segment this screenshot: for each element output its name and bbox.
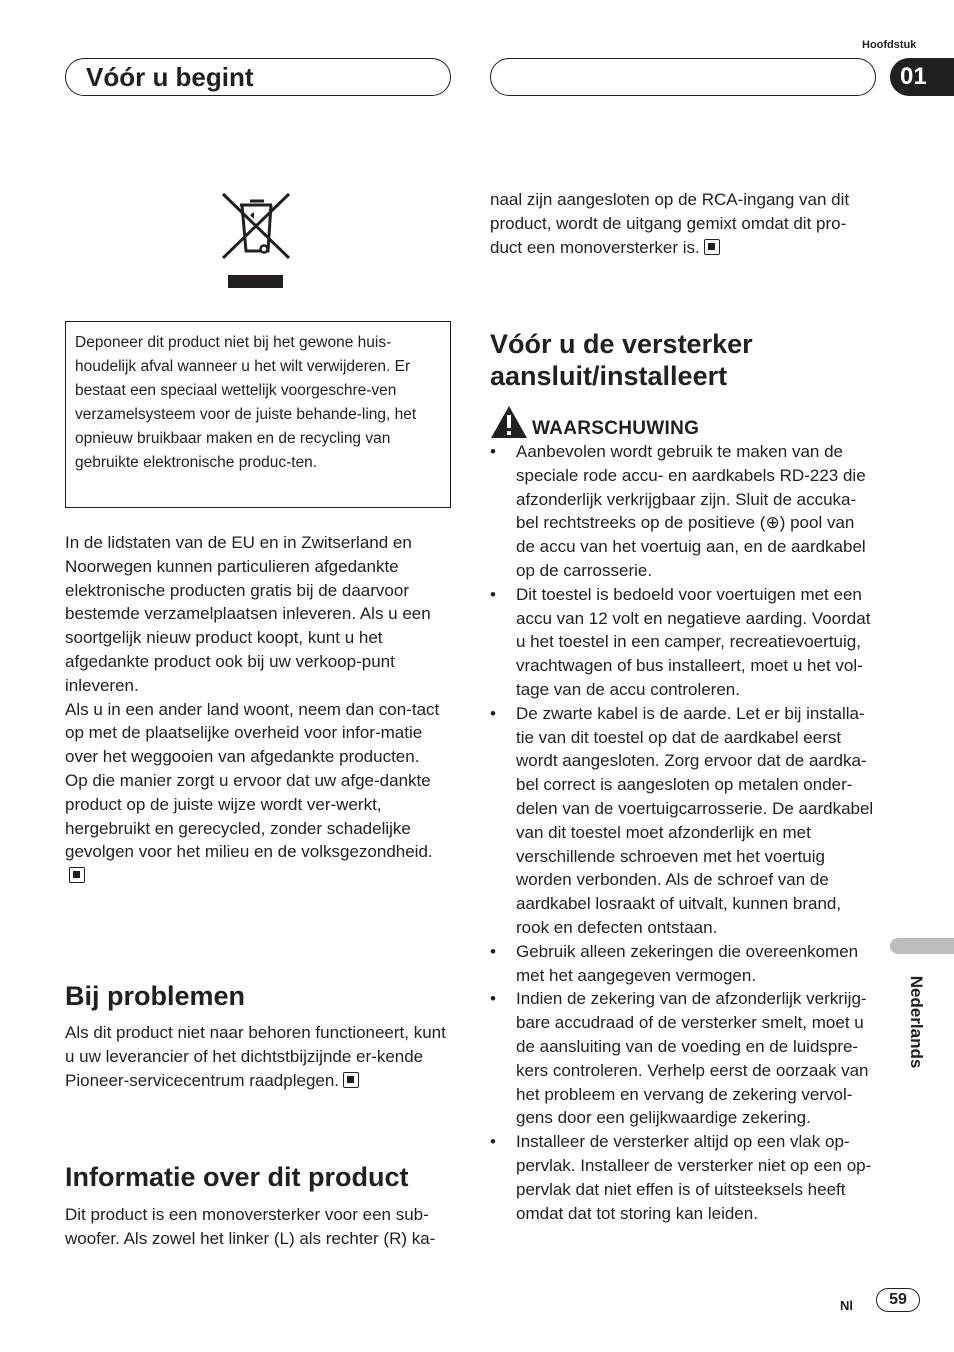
eu-paragraph-2: Als u in een ander land woont, neem dan con-tact op met de plaatselijke overheid voor infor-matie over het weggooien van afgedankte producten. [65,699,440,767]
list-item: • Aanbevolen wordt gebruik te maken van de speciale rode accu- en aardkabels RD-223 die afzonderlijk verkrijgbaar zijn. Sluit de accuka-bel rechtstreeks op de positieve (⊕) pool van de accu van het voertuig aan, en de aardkabel op de carrosserie. [490,440,876,583]
end-of-section-icon [69,867,85,883]
chapter-number-tab: 01 [890,58,954,96]
problems-heading: Bij problemen [65,981,246,1011]
list-item: • Indien de zekering van de afzonderlijk verkrijg-bare accudraad of de versterker smelt, moet u de aansluiting van de voeding en de luidspre-kers controleren. Verhelp eerst de oorzaak van het probleem en vervang de zekering vervol-gens door een gelijkwaardige zekering. [490,987,876,1130]
install-heading [490,328,753,392]
product-info-continuation [490,188,876,259]
chapter-label: Hoofdstuk [862,39,917,51]
eu-paragraph-3: Op die manier zorgt u ervoor dat uw afge-dankte product op de juiste wijze wordt ver-werkt, hergebruikt en gerecycled, zonder schadelijke gevolgen voor het milieu en de volksgezondheid. [65,770,433,862]
warning-title: WAARSCHUWING [532,418,700,439]
empty-title-pill [490,58,876,96]
page-number: 59 [876,1288,920,1312]
install-heading-line-2: aansluit/installeert [490,361,728,391]
language-tab-marker [890,938,954,954]
list-item: • Gebruik alleen zekeringen die overeenkomen met het aangegeven vermogen. [490,940,876,988]
crossed-out-wheelie-bin-icon [220,191,292,289]
disposal-notice-text: Deponeer dit product niet bij het gewone huis-houdelijk afval wanneer u het wilt verwijderen. Er bestaat een speciaal wettelijk voorgeschre-ven verzamelsysteem voor de juiste behande-ling, het opnieuw bruikbaar maken en de recycling van gebruikte elektronische produc-ten. [75,334,417,471]
problems-text: Als dit product niet naar behoren functioneert, kunt u uw leverancier of het dichtstbijzijnde er-kende Pioneer-servicecentrum raadplegen. [65,1023,446,1090]
eu-paragraph-1: In de lidstaten van de EU en in Zwitserland en Noorwegen kunnen particulieren afgedankte elektronische producten gratis bij de daarvoor bestemde verzamelplaatsen inleveren. Als u een soortgelijk nieuw product koopt, kunt u het afgedankte product ook bij uw verkoop-punt inleveren. [65,533,431,695]
end-of-section-icon [704,239,720,255]
install-heading-line-1: Vóór u de versterker [490,329,753,359]
product-info-heading: Informatie over dit product [65,1162,409,1192]
product-info-text: Dit product is een monoversterker voor een sub-woofer. Als zowel het linker (L) als rechter (R) ka- [65,1205,436,1248]
disposal-notice-box [65,321,451,508]
side-language-label: Nederlands [907,975,926,1069]
section-title: Vóór u begint [86,62,254,92]
product-info-section [65,1203,451,1251]
eu-disposal-text [65,531,451,888]
problems-section [65,1021,451,1092]
warning-list [490,440,876,1225]
end-of-section-icon [343,1072,359,1088]
footer-language-code: Nl [840,1298,853,1313]
list-item: • Dit toestel is bedoeld voor voertuigen met een accu van 12 volt en negatieve aarding. Voordat u het toestel in een camper, recreatievoertuig, vrachtwagen of bus installeert, moet u het vol-tage van de accu controleren. [490,583,876,702]
list-item: • Installeer de versterker altijd op een vlak op-pervlak. Installeer de versterker niet op een op-pervlak dat niet effen is of uitsteeksels heeft omdat dat tot storing kan leiden. [490,1130,876,1225]
section-title-pill [65,58,451,96]
warning-triangle-icon [490,405,528,439]
warning-header [490,405,876,443]
list-item: • De zwarte kabel is de aarde. Let er bij installa-tie van dit toestel op dat de aardkabel eerst wordt aangesloten. Zorg ervoor dat de aardka-bel correct is aangesloten op metalen onder-delen van de voertuigcarrosserie. De aardkabel van dit toestel moet afzonderlijk en met verschillende schroeven met het voertuig worden verbonden. Als de schroef van de aardkabel losraakt of uitvalt, kunnen brand, rook en defecten ontstaan. [490,702,876,940]
continuation-text: naal zijn aangesloten op de RCA-ingang van dit product, wordt de uitgang gemixt omdat dit pro-duct een monoversterker is. [490,190,850,257]
